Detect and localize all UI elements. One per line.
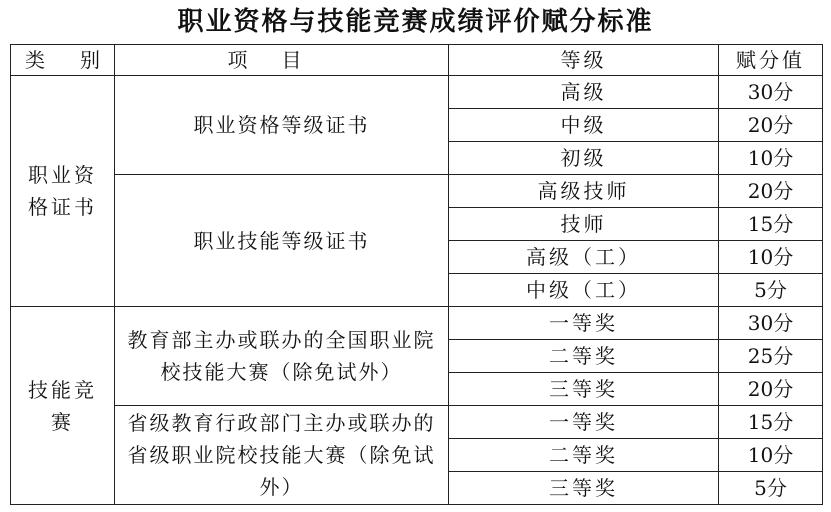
level-cell: 中级（工） bbox=[449, 274, 719, 307]
item-cell: 职业资格等级证书 bbox=[115, 76, 449, 175]
score-cell: 25分 bbox=[719, 340, 823, 373]
header-category: 类 别 bbox=[11, 45, 115, 76]
level-cell: 技师 bbox=[449, 208, 719, 241]
header-level: 等级 bbox=[449, 45, 719, 76]
header-item: 项目 bbox=[115, 45, 449, 76]
score-cell: 30分 bbox=[719, 307, 823, 340]
table-row bbox=[11, 175, 823, 208]
score-cell: 20分 bbox=[719, 109, 823, 142]
item-cell: 教育部主办或联办的全国职业院校技能大赛（除免试外） bbox=[115, 307, 449, 406]
level-cell: 一等奖 bbox=[449, 406, 719, 439]
level-cell: 高级（工） bbox=[449, 241, 719, 274]
header-score: 赋分值 bbox=[719, 45, 823, 76]
table-row bbox=[11, 406, 823, 439]
level-cell: 一等奖 bbox=[449, 307, 719, 340]
level-cell: 初级 bbox=[449, 142, 719, 175]
table-header-row bbox=[11, 45, 823, 76]
scoring-table bbox=[10, 44, 823, 505]
table-row bbox=[11, 307, 823, 340]
level-cell: 高级技师 bbox=[449, 175, 719, 208]
item-cell: 职业技能等级证书 bbox=[115, 175, 449, 307]
page-title: 职业资格与技能竞赛成绩评价赋分标准 bbox=[177, 7, 654, 37]
score-cell: 30分 bbox=[719, 76, 823, 109]
level-cell: 三等奖 bbox=[449, 373, 719, 406]
item-cell: 省级教育行政部门主办或联办的省级职业院校技能大赛（除免试外） bbox=[115, 406, 449, 505]
score-cell: 20分 bbox=[719, 373, 823, 406]
score-cell: 10分 bbox=[719, 142, 823, 175]
level-cell: 二等奖 bbox=[449, 439, 719, 472]
level-cell: 中级 bbox=[449, 109, 719, 142]
score-cell: 10分 bbox=[719, 241, 823, 274]
score-cell: 10分 bbox=[719, 439, 823, 472]
level-cell: 二等奖 bbox=[449, 340, 719, 373]
category-cell-qualification: 职业资格证书 bbox=[11, 76, 115, 307]
score-cell: 15分 bbox=[719, 406, 823, 439]
score-cell: 5分 bbox=[719, 472, 823, 505]
level-cell: 三等奖 bbox=[449, 472, 719, 505]
category-cell-competition: 技能竞赛 bbox=[11, 307, 115, 505]
score-cell: 5分 bbox=[719, 274, 823, 307]
level-cell: 高级 bbox=[449, 76, 719, 109]
score-cell: 15分 bbox=[719, 208, 823, 241]
score-cell: 20分 bbox=[719, 175, 823, 208]
table-row bbox=[11, 76, 823, 109]
